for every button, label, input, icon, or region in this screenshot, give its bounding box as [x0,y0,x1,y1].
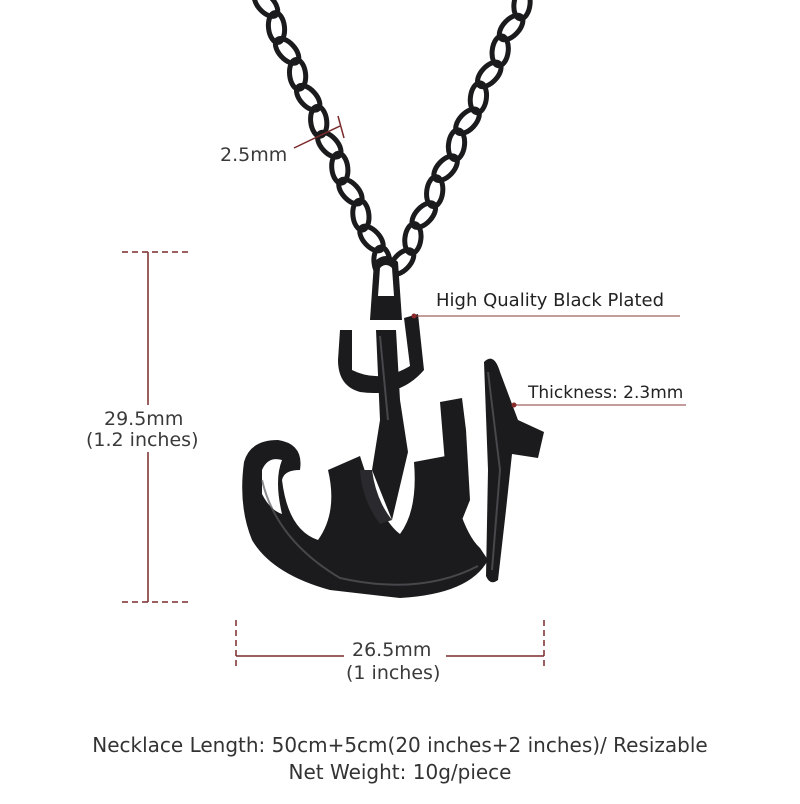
pendant-bail [370,256,402,320]
chain-link [451,105,483,138]
plating-callout: High Quality Black Plated [436,290,664,311]
thickness-callout: Thickness: 2.3mm [528,383,684,403]
chain [250,0,532,278]
chain-link [250,0,282,20]
necklace-length-text: Necklace Length: 50cm+5cm(20 inches+2 inches)/ Resizable [92,733,708,757]
height-mm-label: 29.5mm [104,408,184,430]
chain-width-label: 2.5mm [220,144,288,166]
height-inches-label: (1.2 inches) [86,429,199,451]
width-mm-label: 26.5mm [352,639,432,661]
net-weight-text: Net Weight: 10g/piece [288,760,512,784]
width-inches-label: (1 inches) [346,662,441,684]
